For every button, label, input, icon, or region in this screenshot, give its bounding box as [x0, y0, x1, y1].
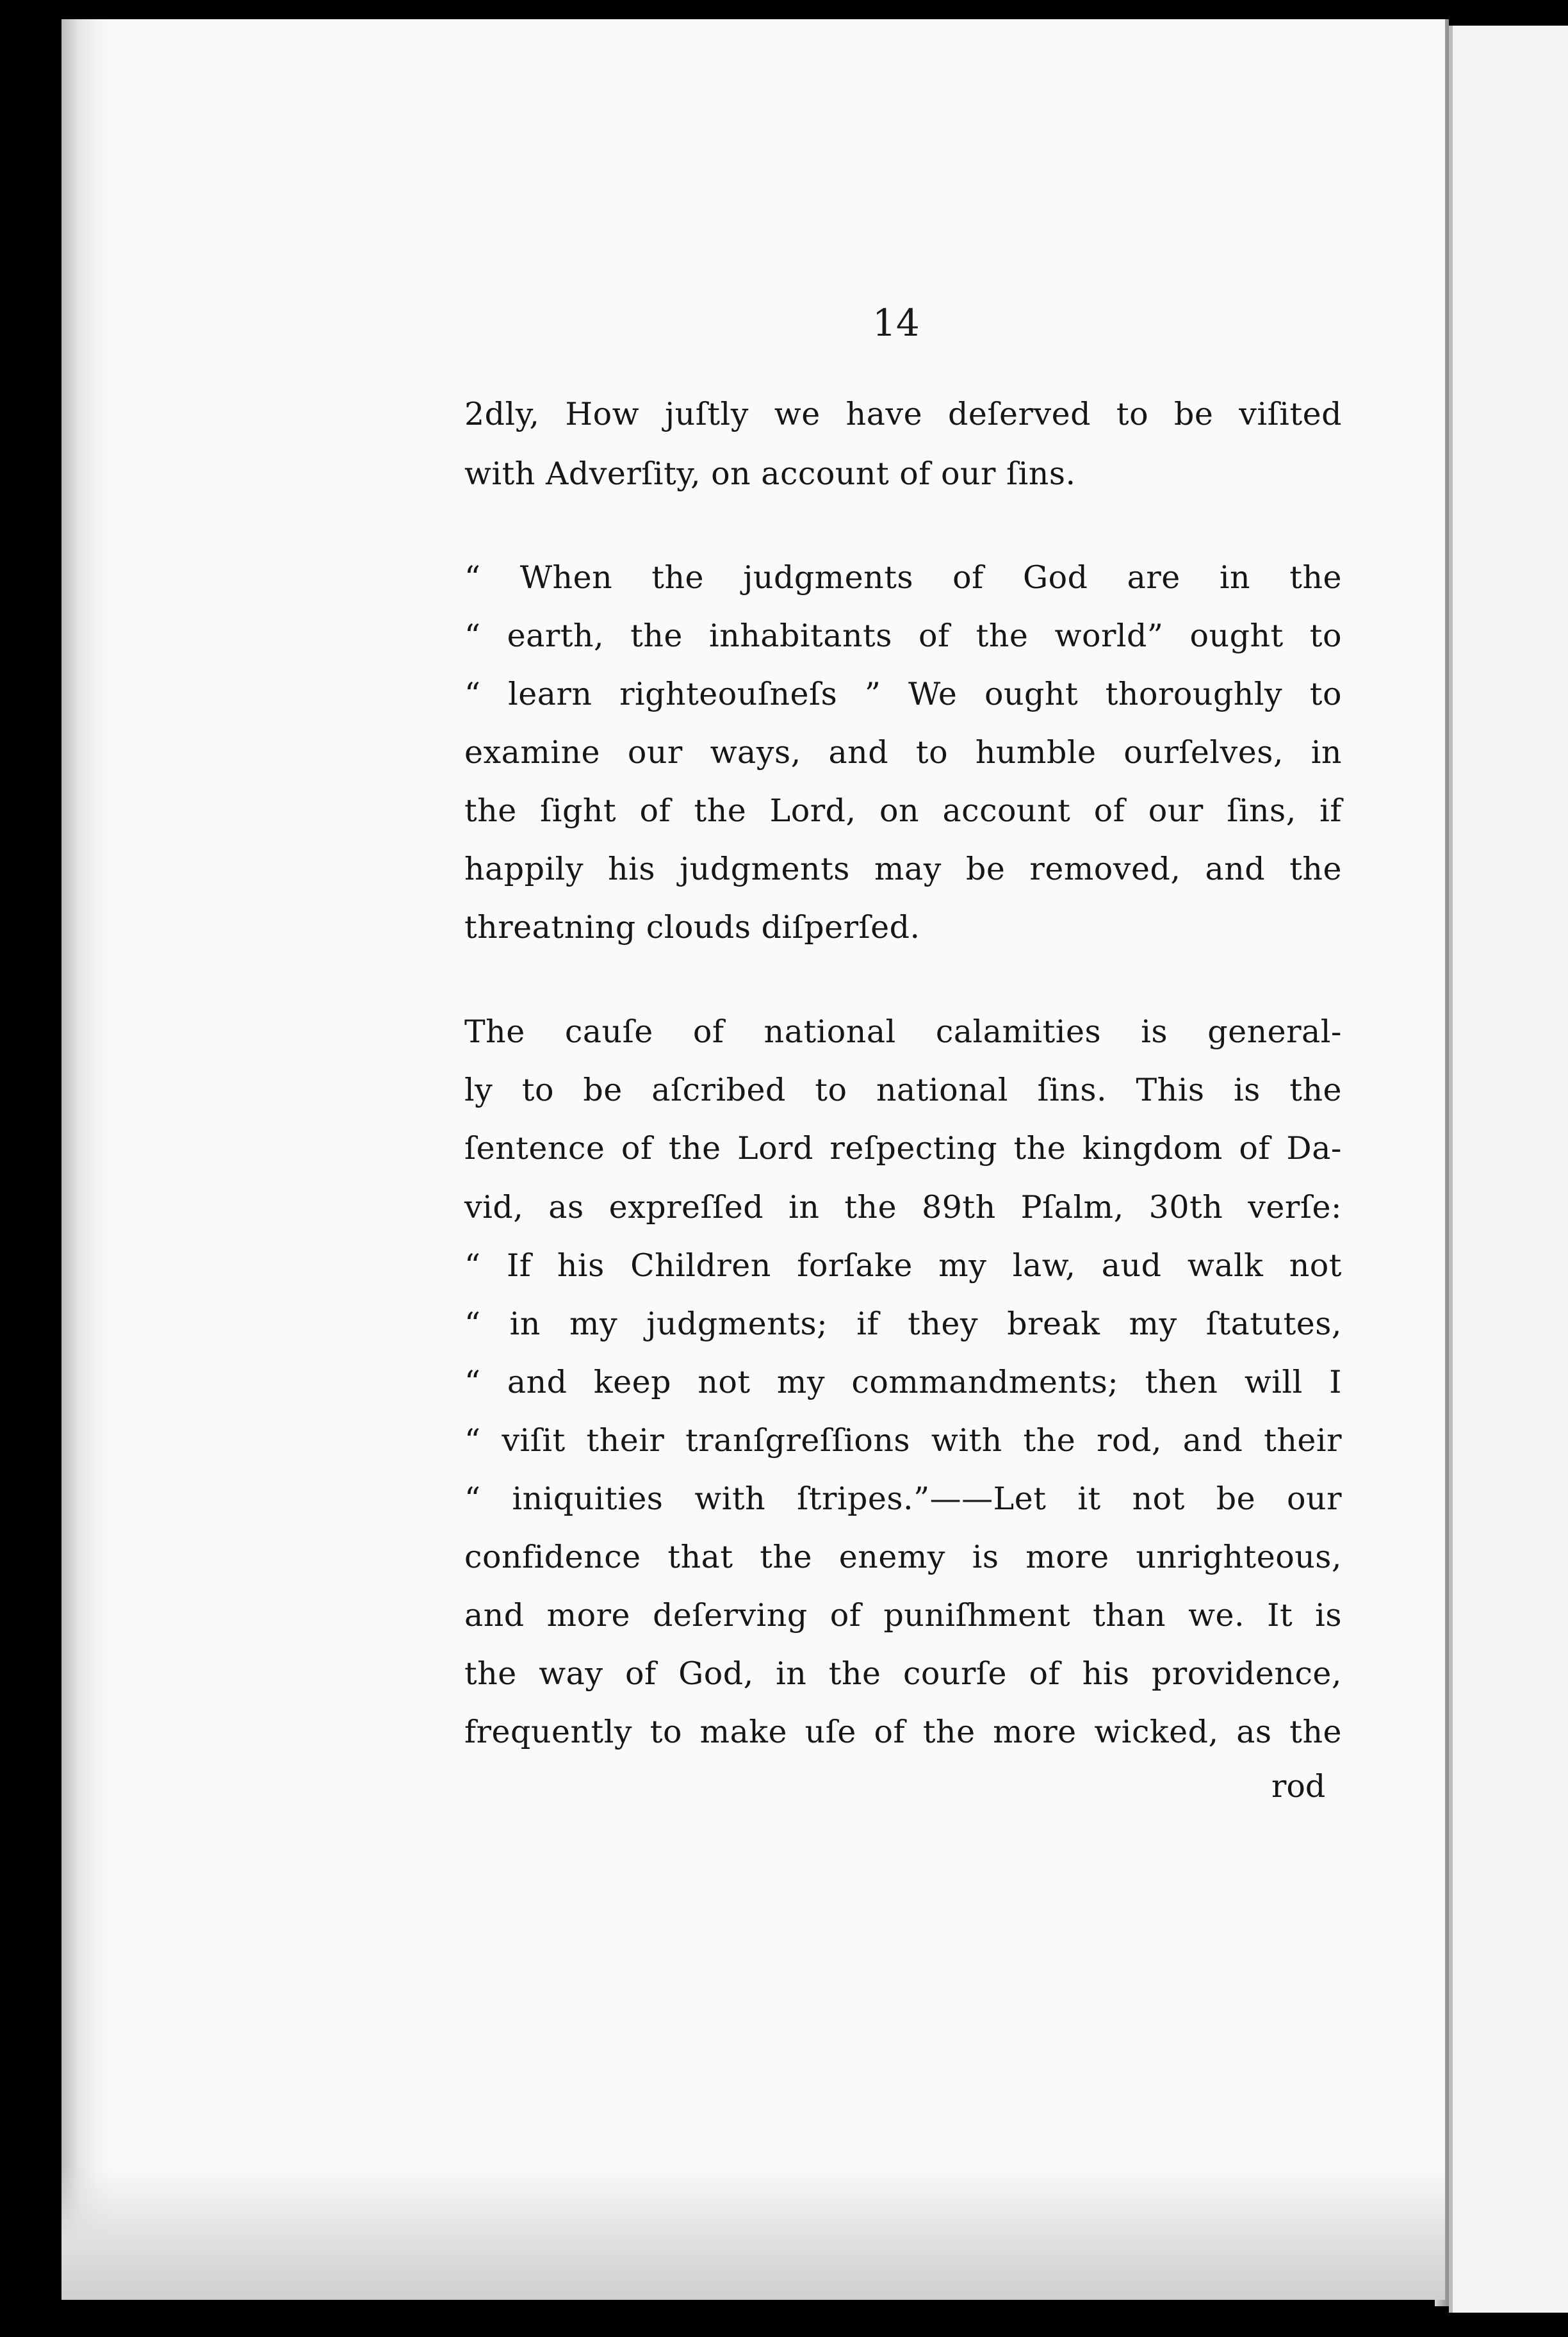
- text-line: threatning clouds diſperſed.: [464, 909, 920, 946]
- text-line: The cauſe of national calamities is general-: [464, 1013, 1342, 1050]
- text-line: ſentence of the Lord reſpecting the kingdom of Da-: [464, 1130, 1342, 1167]
- text-line: frequently to make uſe of the more wicked, as the: [464, 1714, 1342, 1750]
- text-line: “ iniquities with ſtripes.”——Let it not be our: [464, 1480, 1342, 1517]
- text-line: vid, as expreſſed in the 89th Pſalm, 30th verſe:: [464, 1189, 1342, 1226]
- text-line: the ſight of the Lord, on account of our ſins, if: [464, 792, 1342, 829]
- catchword: rod: [1271, 1768, 1326, 1805]
- text-line: the way of God, in the courſe of his providence,: [464, 1655, 1342, 1692]
- text-line: “ and keep not my commandments; then will I: [464, 1364, 1342, 1400]
- text-line: happily his judgments may be removed, and the: [464, 851, 1342, 887]
- text-line: and more deſerving of puniſhment than we. It is: [464, 1597, 1342, 1634]
- text-line: “ viſit their tranſgreſſions with the rod, and their: [464, 1422, 1342, 1459]
- page-bottom-shadow: [61, 2165, 1445, 2300]
- text-line: “ When the judgments of God are in the: [464, 559, 1342, 596]
- text-line: “ in my judgments; if they break my ſtatutes,: [464, 1306, 1342, 1342]
- text-line: examine our ways, and to humble ourſelves, in: [464, 734, 1342, 771]
- page-number: 14: [872, 301, 920, 345]
- text-line: 2dly, How juſtly we have deſerved to be viſited: [464, 396, 1342, 432]
- text-line: with Adverſity, on account of our ſins.: [464, 455, 1076, 492]
- text-line: “ earth, the inhabitants of the world” ought to: [464, 618, 1342, 654]
- text-line: “ If his Children forſake my law, aud walk not: [464, 1247, 1342, 1284]
- facing-page-edge: [1449, 26, 1568, 2313]
- text-line: ly to be aſcribed to national ſins. This is the: [464, 1072, 1342, 1108]
- page-binding-edge: [61, 19, 113, 2300]
- text-line: confidence that the enemy is more unrighteous,: [464, 1539, 1342, 1575]
- text-line: “ learn righteouſneſs ” We ought thoroughly to: [464, 676, 1342, 712]
